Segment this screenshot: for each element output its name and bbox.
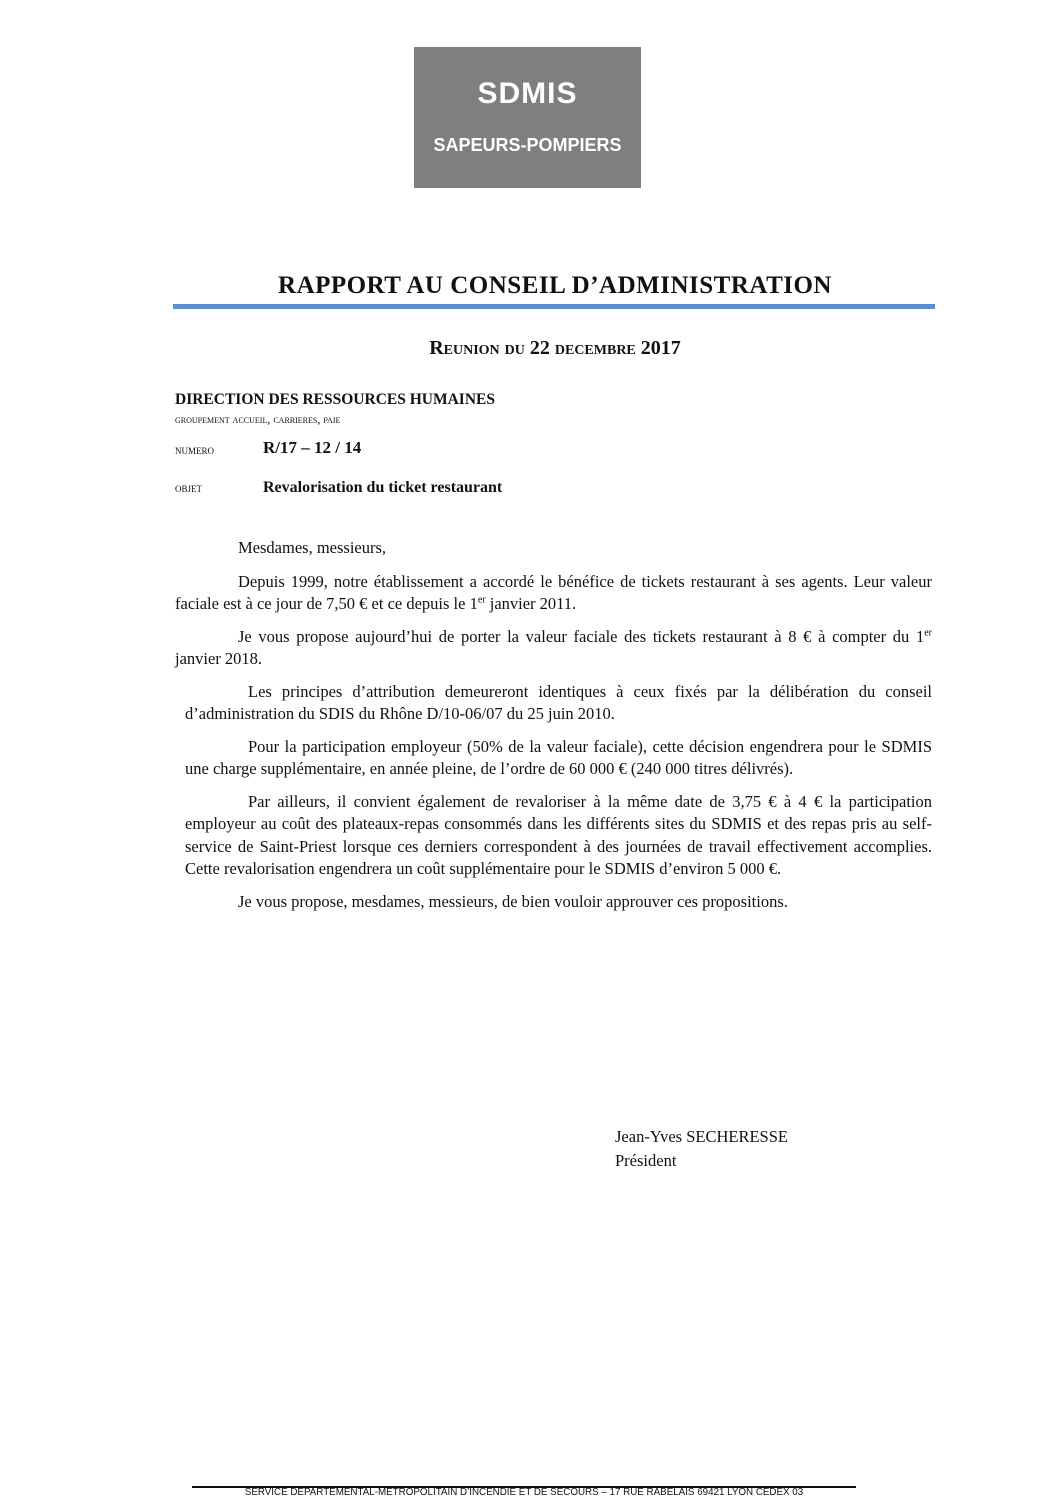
ordinal-superscript: er — [924, 627, 932, 638]
objet-label: objet — [175, 480, 202, 495]
report-body — [175, 537, 932, 923]
report-title: RAPPORT AU CONSEIL D’ADMINISTRATION — [278, 272, 832, 299]
meeting-date: Reunion du 22 decembre 2017 — [429, 337, 681, 359]
paragraph-4: Pour la participation employeur (50% de la valeur faciale), cette décision engendrera pour le SDMIS une charge supplémentaire, en année pleine, de l’ordre de 60 000 € (240 000 titres délivrés). — [185, 736, 932, 778]
direction-name: DIRECTION DES RESSOURCES HUMAINES — [175, 391, 495, 408]
paragraph-3: Les principes d’attribution demeureront identiques à ceux fixés par la délibération du conseil d’administration du SDIS du Rhône D/10-06/07 du 25 juin 2010. — [185, 681, 932, 723]
signature-block — [615, 1125, 788, 1173]
objet-value: Revalorisation du ticket restaurant — [263, 479, 503, 496]
group-name: groupement accueil, carrieres, paie — [175, 412, 341, 426]
ordinal-superscript: er — [477, 594, 486, 606]
paragraph-2 — [175, 626, 932, 671]
numero-value: R/17 – 12 / 14 — [263, 438, 362, 457]
paragraph-6: Je vous propose, mesdames, messieurs, de bien vouloir approuver ces propositions. — [238, 891, 788, 911]
paragraph-2-text: Je vous propose aujourd’hui de porter la valeur faciale des tickets restaurant à 8 € à compter du 1 — [238, 626, 925, 646]
footer-address: SERVICE DÉPARTEMENTAL-MÉTROPOLITAIN D’INCENDIE ET DE SECOURS – 17 RUE RABELAIS 69421 LYON CEDEX 03 — [244, 1487, 804, 1498]
paragraph-2-end: janvier 2018. — [175, 649, 263, 668]
logo-line-sdmis: SDMIS — [477, 77, 578, 110]
sdmis-logo — [414, 47, 641, 188]
paragraph-5: Par ailleurs, il convient également de revaloriser à la même date de 3,75 € à 4 € la participation employeur au coût des plateaux-repas consommés dans les différents sites du SDMIS et des repas pris au self-service de Saint-Priest lorsque ces derniers correspondent à des journées de travail effectivement accomplies. Cette revalorisation engendrera un coût supplémentaire pour le SDMIS d’environ 5 000 €. — [185, 791, 932, 878]
signatory-role: Président — [615, 1151, 677, 1170]
signatory-name: Jean-Yves SECHERESSE — [615, 1127, 788, 1146]
paragraph-1-text: Depuis 1999, notre établissement a accordé le bénéfice de tickets restaurant à ses agents. Leur valeur faciale est à ce jour de 7,50 € et ce depuis le 1 — [175, 571, 932, 613]
greeting: Mesdames, messieurs, — [238, 538, 387, 557]
logo-line-sapeurs-pompiers: SAPEURS-POMPIERS — [433, 135, 622, 155]
title-underline — [173, 304, 935, 309]
paragraph-1-end: janvier 2011. — [485, 594, 577, 613]
paragraph-1 — [175, 571, 932, 616]
numero-label: numero — [175, 442, 215, 457]
